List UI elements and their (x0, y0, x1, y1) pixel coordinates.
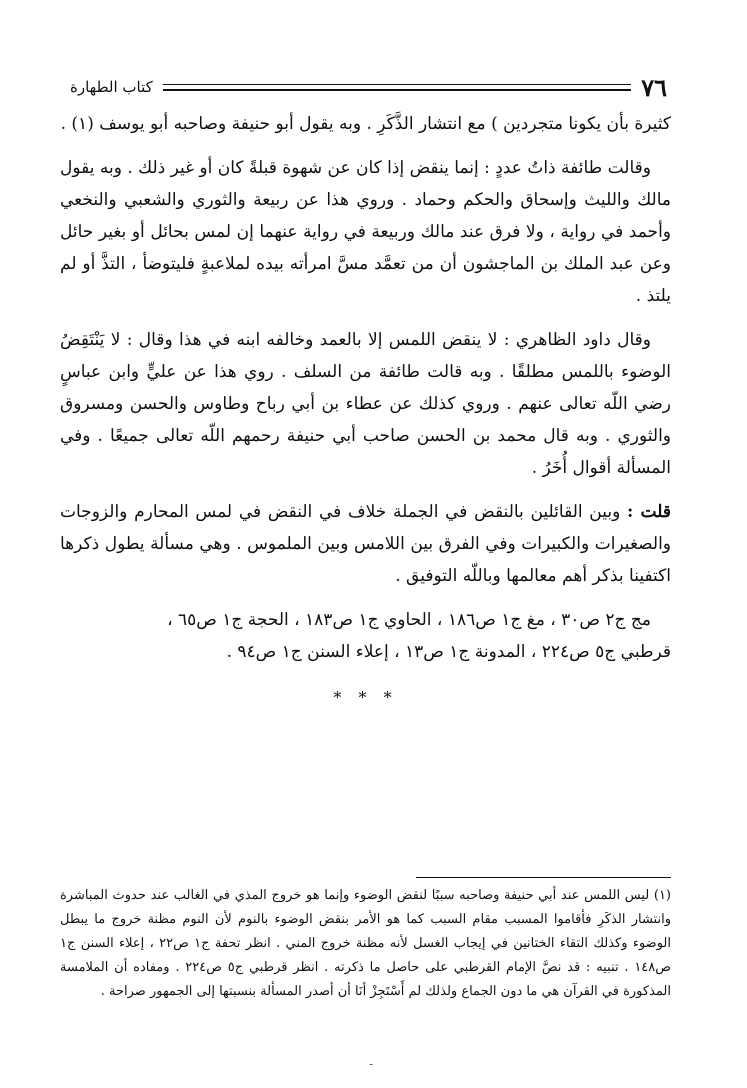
page-number: ٧٦ (641, 72, 667, 102)
scan-mark: ـ (370, 1058, 373, 1067)
references-line-2: قرطبي ج٥ ص٢٢٤ ، المدونة ج١ ص١٣ ، إعلاء السنن ج١ ص٩٤ . (226, 642, 671, 662)
footnotes (60, 884, 671, 1004)
qult-label: قلت : (627, 502, 671, 522)
paragraph-1: كثيرة بأن يكونا متجردين ) مع انتشار الذَّكَرِ . وبه يقول أبو حنيفة وصاحبه أبو يوسف (١) . (60, 114, 671, 134)
references (60, 604, 671, 668)
page-header (70, 72, 667, 102)
main-text (60, 108, 671, 714)
footnote-1: (١) ليس اللمس عند أبي حنيفة وصاحبه سببًا لنقض الوضوء وإنما هو خروج المذي في الغالب عند حدوث المباشرة وانتشار الذكَرِ فأقاموا المسبب مقام السبب كما هو الأمر بنقض الوضوء بالنوم لأن النوم مظنة خروج ما يبطل الوضوء وكذلك التقاء الختانين في إيجاب الغسل لأنه مظنة خروج المني . انظر تحفة ج١ ص٢٢ ، إعلاء السنن ج١ ص١٤٨ . تنبيه : قد نصَّ الإمام القرطبي على حاصل ما ذكرته . انظر قرطبي ج٥ ص٢٢٤ . ومفاده أن الملامسة المذكورة في القرآن هي ما دون الجماع ولذلك لم أَسْتَجِزْ أنَا أن أصدر المسألة بنسبتها إلى الجمهور صراحة . (60, 888, 672, 999)
paragraph-3: وقال داود الظاهري : لا ينقض اللمس إلا بالعمد وخالفه ابنه في هذا وقال : لا يَنْتَقِضُ الوضوء باللمس مطلقًا . وبه قالت طائفة من السلف . روي هذا عن عليٍّ وابن عباسٍ رضي اللّه تعالى عنهم . وروي كذلك عن عطاء بن أبي رباح وطاوس والحسن ومسروق والثوري . وبه قال محمد بن الحسن صاحب أبي حنيفة رحمهم اللّه تعالى جميعًا . وفي المسألة أقوال أُخَرُ . (60, 330, 671, 478)
section-separator: * * * (333, 688, 398, 707)
paragraph-4-text: وبين القائلين بالنقض في الجملة خلاف في النقض في لمس المحارم والزوجات والصغيرات والكبيرات وفي الفرق بين اللامس وبين الملموس . وهي مسألة يطول ذكرها اكتفينا بذكر أهم معالمها وباللّه التوفيق . (60, 502, 671, 586)
references-line-1: مج ج٢ ص٣٠ ، مغ ج١ ص١٨٦ ، الحاوي ج١ ص١٨٣ ، الحجة ج١ ص٦٥ ، (167, 610, 651, 630)
paragraph-2: وقالت طائفة ذاتُ عددٍ : إنما ينقض إذا كان عن شهوة قبلةً كان أو غير ذلك . وبه يقول مالك والليث وإسحاق والحكم وحماد . وروي هذا عن ربيعة والثوري والشعبي والنخعي وأحمد في رواية ، ولا فرق عند مالك وربيعة في رواية عنهما إن لمس بحائل أو بغير حائل وعن عبد الملك بن الماجشون أن من تعمَّد مسَّ امرأته بيده لملاعبةٍ فليتوضأ ، التذَّ أو لم يلتذ . (60, 158, 671, 306)
book-title: كتاب الطهارة (70, 78, 153, 96)
paragraph-4 (60, 496, 671, 592)
footnote-rule (416, 877, 671, 878)
header-rule (163, 84, 631, 91)
